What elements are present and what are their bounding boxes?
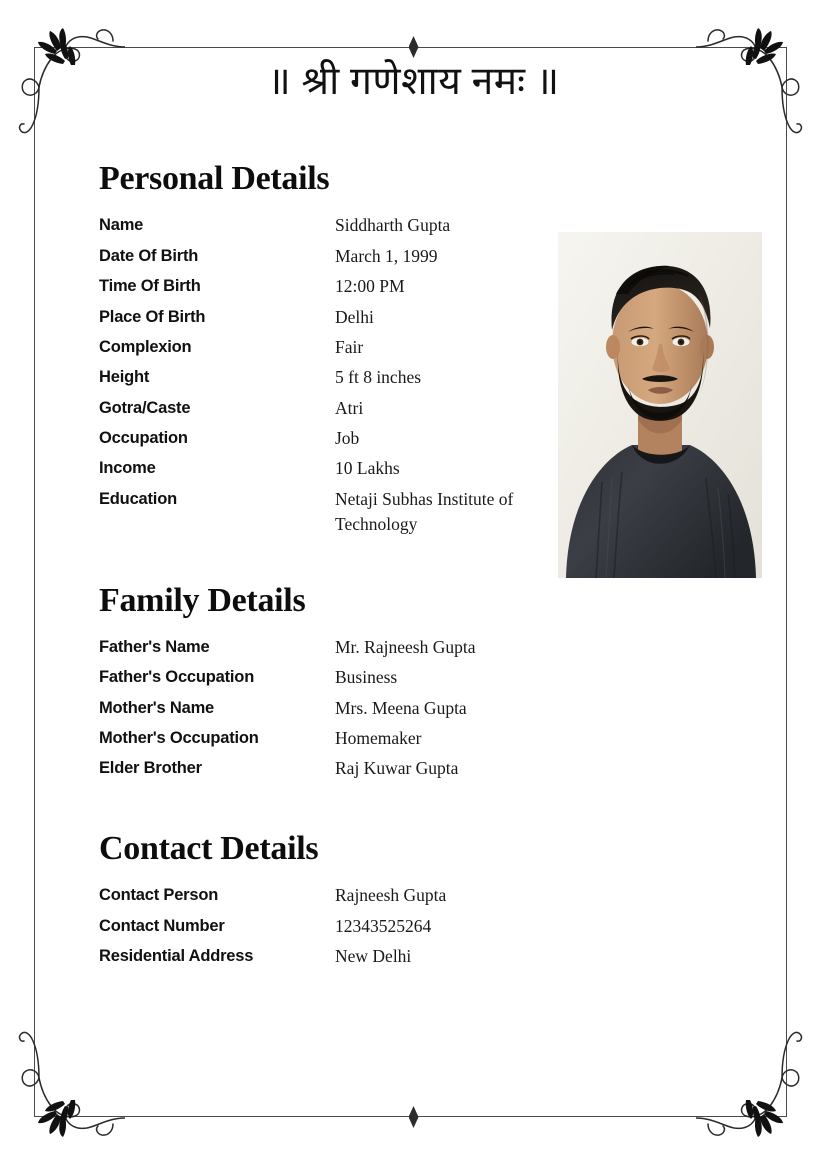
biodata-content [99,160,771,974]
detail-row [99,426,771,451]
detail-label: Father's Name [99,637,210,656]
detail-value: Netaji Subhas Institute of Technology [335,488,514,535]
detail-value: 10 Lakhs [335,458,400,479]
family-details-rows [99,635,771,782]
detail-label: Contact Person [99,886,219,905]
detail-value: Raj Kuwar Gupta [335,758,459,779]
detail-row [99,305,771,330]
detail-row [99,635,771,660]
detail-label: Time Of Birth [99,277,201,296]
detail-row [99,213,771,238]
detail-row [99,914,771,939]
detail-value: 12:00 PM [335,276,405,297]
detail-row [99,665,771,690]
detail-value: 5 ft 8 inches [335,367,422,388]
detail-row [99,944,771,969]
detail-label: Complexion [99,337,192,356]
section-personal-details [99,160,771,538]
detail-label: Date Of Birth [99,246,199,265]
detail-value: Delhi [335,306,374,327]
header-mantra-block [0,58,827,107]
detail-row [99,244,771,269]
detail-label: Contact Number [99,916,225,935]
detail-label: Height [99,368,150,387]
detail-row [99,274,771,299]
detail-label: Father's Occupation [99,668,255,687]
detail-row [99,883,771,908]
section-title-personal: Personal Details [99,160,330,197]
detail-value: Mr. Rajneesh Gupta [335,636,476,657]
detail-value: March 1, 1999 [335,245,438,266]
personal-details-rows [99,213,771,537]
detail-row [99,365,771,390]
detail-label: Occupation [99,429,188,448]
detail-value: Homemaker [335,728,422,749]
detail-row [99,396,771,421]
detail-label: Place Of Birth [99,307,206,326]
detail-row [99,335,771,360]
detail-label: Elder Brother [99,759,202,778]
detail-row [99,487,771,538]
detail-label: Income [99,459,156,478]
ganesha-mantra-text: ॥ श्री गणेशाय नमः ॥ [267,60,560,103]
contact-details-rows [99,883,771,969]
detail-value: Business [335,667,398,688]
detail-label: Residential Address [99,946,254,965]
section-contact-details [99,830,771,970]
detail-label: Mother's Name [99,698,215,717]
detail-row [99,456,771,481]
detail-value: Siddharth Gupta [335,215,451,236]
detail-row [99,756,771,781]
section-title-contact: Contact Details [99,829,319,867]
detail-value: Job [335,428,360,449]
detail-value: New Delhi [335,945,412,966]
detail-label: Mother's Occupation [99,729,259,748]
detail-label: Education [99,489,177,508]
section-family-details [99,582,771,782]
section-title-family: Family Details [99,581,306,619]
detail-value: Mrs. Meena Gupta [335,697,467,718]
detail-value: Rajneesh Gupta [335,885,447,906]
detail-value: 12343525264 [335,915,432,936]
detail-value: Atri [335,397,364,418]
detail-value: Fair [335,336,364,357]
detail-row [99,726,771,751]
detail-label: Name [99,216,144,235]
detail-row [99,696,771,721]
detail-label: Gotra/Caste [99,398,191,417]
